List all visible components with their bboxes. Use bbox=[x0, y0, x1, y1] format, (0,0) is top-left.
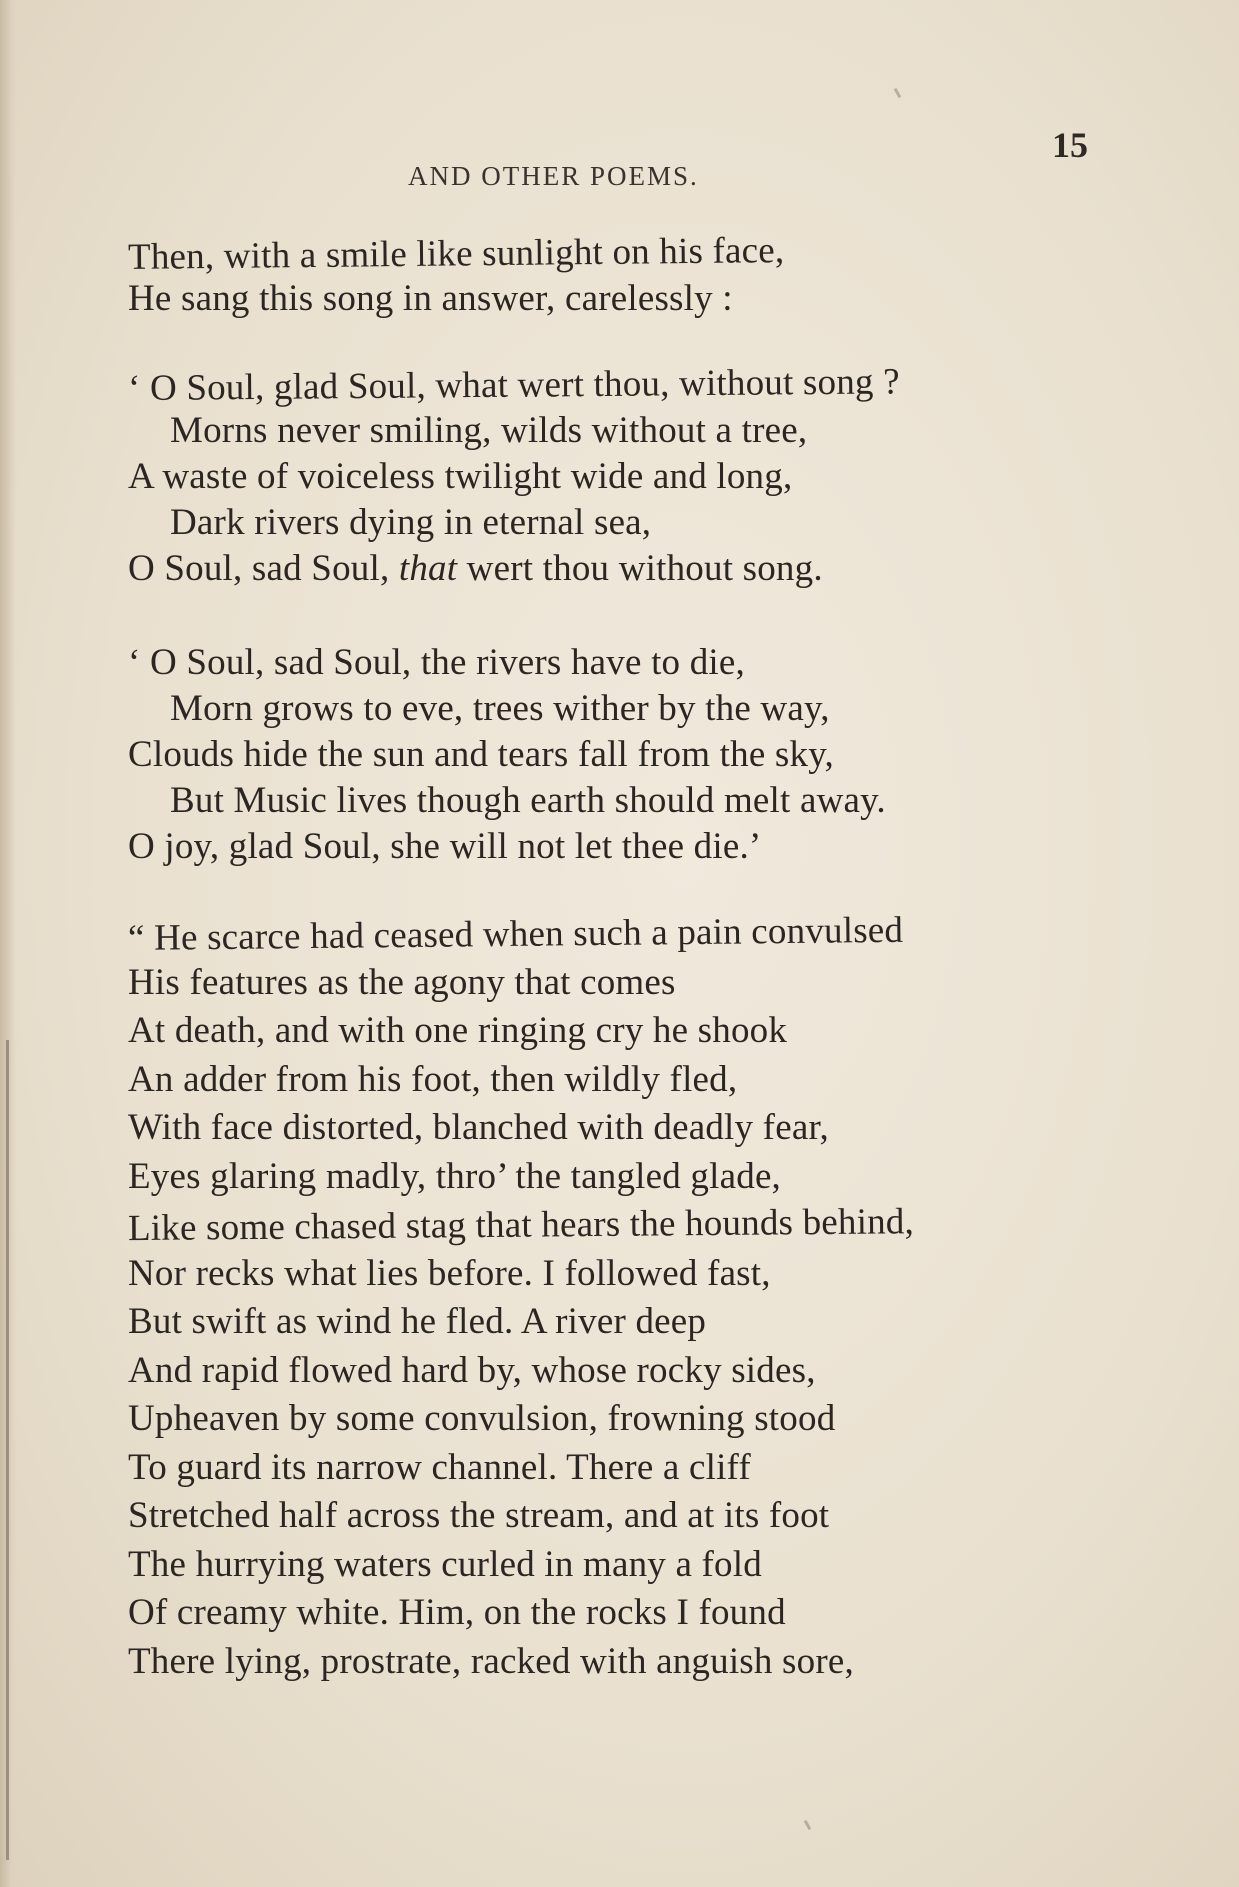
poem-line: His features as the agony that comes bbox=[128, 961, 676, 1003]
stanza-1 bbox=[128, 230, 1068, 322]
poem-line: To guard its narrow channel. There a cliff bbox=[128, 1446, 751, 1488]
poem-line: O joy, glad Soul, she will not let thee die.’ bbox=[128, 826, 762, 867]
paper-speck bbox=[894, 88, 902, 98]
poem-line: Dark rivers dying in eternal sea, bbox=[170, 502, 652, 543]
poem-line: And rapid flowed hard by, whose rocky sides, bbox=[128, 1349, 816, 1391]
poem-line: Of creamy white. Him, on the rocks I found bbox=[128, 1592, 786, 1633]
stanza-3 bbox=[128, 640, 1068, 870]
poem-line: At death, and with one ringing cry he shook bbox=[128, 1010, 788, 1051]
stanza-2 bbox=[128, 362, 1068, 592]
poem-line: ‘ O Soul, sad Soul, the rivers have to die, bbox=[128, 642, 745, 683]
poem-line: With face distorted, blanched with deadly fear, bbox=[128, 1107, 829, 1148]
running-title: AND OTHER POEMS. bbox=[408, 161, 699, 191]
poem-line: ‘ O Soul, glad Soul, what wert thou, without song ? bbox=[127, 361, 900, 410]
poem-line: There lying, prostrate, racked with anguish sore, bbox=[128, 1640, 854, 1682]
line-text: wert thou without song. bbox=[457, 548, 823, 589]
poem-line: Like some chased stag that hears the hounds behind, bbox=[127, 1201, 915, 1250]
italic-word: that bbox=[398, 548, 458, 589]
poem-line: Eyes glaring madly, thro’ the tangled glade, bbox=[128, 1155, 782, 1197]
line-text: O Soul, sad Soul, bbox=[128, 548, 399, 589]
poem-line: But swift as wind he fled. A river deep bbox=[128, 1301, 707, 1342]
poem-line: But Music lives though earth should melt away. bbox=[170, 780, 886, 821]
poem-line: “ He scarce had ceased when such a pain convulsed bbox=[127, 909, 904, 959]
poem-line: Upheaven by some convulsion, frowning stood bbox=[128, 1398, 836, 1439]
page-number: 15 bbox=[1052, 125, 1088, 165]
poem-line: He sang this song in answer, carelessly : bbox=[128, 278, 733, 319]
paper-speck bbox=[804, 1820, 812, 1830]
poem-line: The hurrying waters curled in many a fold bbox=[128, 1543, 762, 1585]
poem-line: Morn grows to eve, trees wither by the way, bbox=[170, 688, 830, 729]
poem-line: A waste of voiceless twilight wide and long, bbox=[128, 456, 793, 497]
poem-line: Stretched half across the stream, and at its foot bbox=[128, 1495, 830, 1536]
poem-line: Nor recks what lies before. I followed fast, bbox=[128, 1252, 771, 1294]
stanza-4 bbox=[128, 910, 1068, 1686]
poem-line bbox=[128, 546, 1068, 592]
page-binding-shadow bbox=[6, 1040, 9, 1860]
poem-line: Clouds hide the sun and tears fall from the sky, bbox=[128, 734, 834, 775]
poem-line: An adder from his foot, then wildly fled, bbox=[128, 1058, 738, 1100]
poem-line: Morns never smiling, wilds without a tree, bbox=[170, 410, 808, 451]
poem-line: Then, with a smile like sunlight on his face, bbox=[127, 230, 785, 278]
